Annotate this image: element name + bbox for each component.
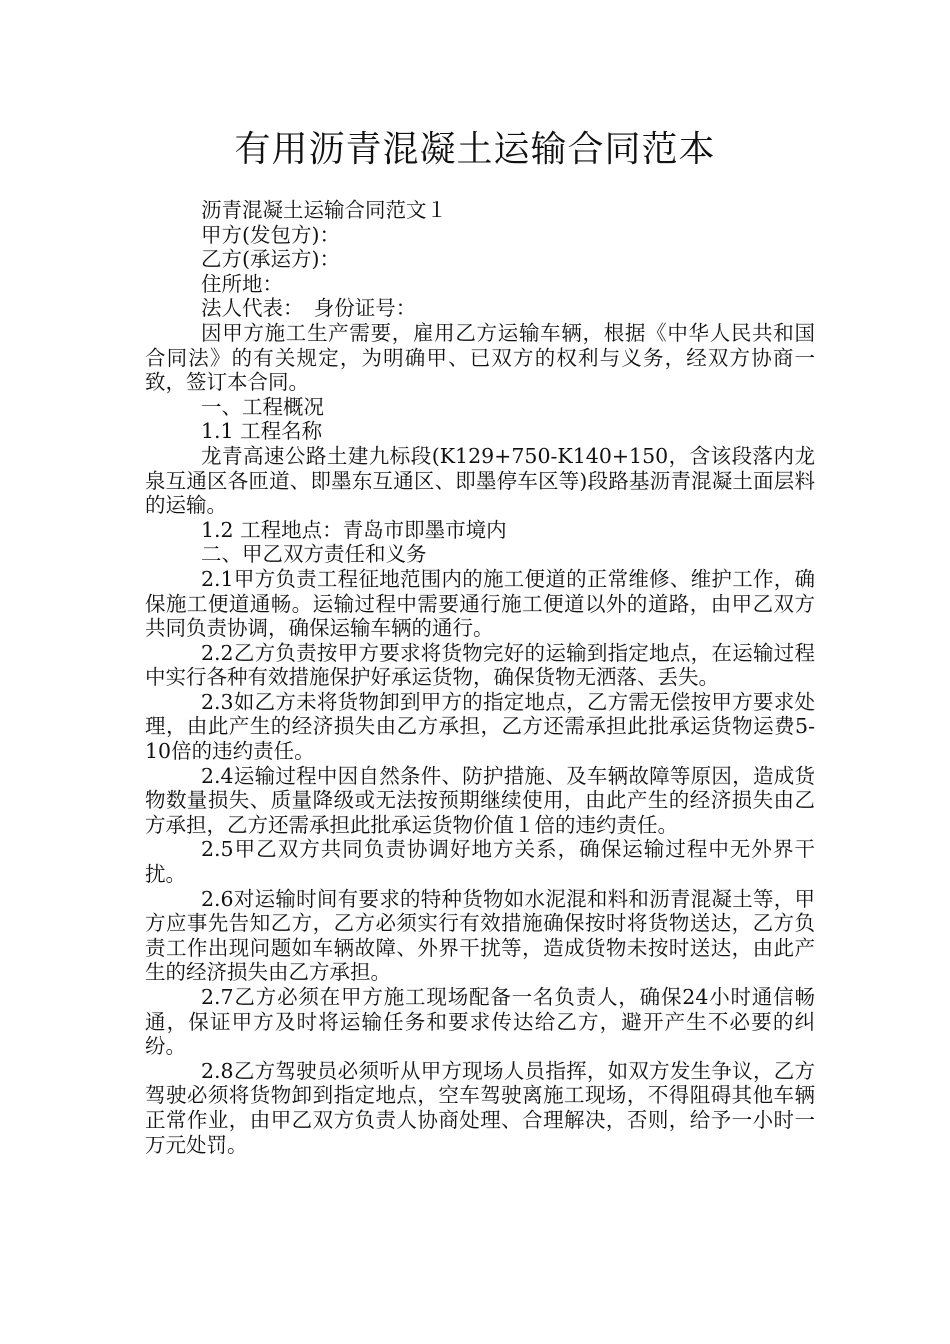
- subtitle-line: 沥青混凝土运输合同范文１: [201, 198, 447, 222]
- document-body: [145, 198, 815, 1157]
- address-line: 住所地：: [201, 271, 283, 296]
- clause-2-2: 2.2乙方负责按甲方要求将货物完好的运输到指定地点，在运输过程中实行各种有效措施保护好承运货物，确保货物无洒落、丢失。: [145, 640, 815, 690]
- clause-2-8: 2.8乙方驾驶员必须听从甲方现场人员指挥，如双方发生争议，乙方驾驶必须将货物卸到指定地点，空车驾驶离施工现场，不得阻碍其他车辆正常作业，由甲乙双方负责人协商处理、合理解决，否则，给予一小时一万元处罚。: [145, 1058, 815, 1157]
- item-1-2: 1.2 工程地点：青岛市即墨市境内: [201, 517, 507, 542]
- item-1-1-text: 龙青高速公路土建九标段(K129+750-K140+150，含该段落内龙泉互通区各匝道、即墨东互通区、即墨停车区等)段路基沥青混凝土面层料的运输。: [145, 443, 815, 518]
- intro-paragraph: 因甲方施工生产需要，雇用乙方运输车辆，根据《中华人民共和国合同法》的有关规定，为明确甲、已双方的权利与义务，经双方协商一致，签订本合同。: [145, 320, 815, 395]
- clause-2-4: 2.4运输过程中因自然条件、防护措施、及车辆故障等原因，造成货物数量损失、质量降级或无法按预期继续使用，由此产生的经济损失由乙方承担，乙方还需承担此批承运货物价值１倍的违约责任。: [145, 763, 815, 837]
- clause-2-7: 2.7乙方必须在甲方施工现场配备一名负责人，确保24小时通信畅通，保证甲方及时将运输任务和要求传达给乙方，避开产生不必要的纠纷。: [145, 985, 815, 1059]
- clause-2-5: 2.5甲乙双方共同负责协调好地方关系，确保运输过程中无外界干扰。: [145, 837, 815, 887]
- clause-2-6: 2.6对运输时间有要求的特种货物如水泥混和料和沥青混凝土等，甲方应事先告知乙方，乙方必须实行有效措施确保按时将货物送达，乙方负责工作出现问题如车辆故障、外界干扰等，造成货物未按时送达，由此产生的经济损失由乙方承担。: [145, 886, 815, 985]
- document-title: 有用沥青混凝土运输合同范本: [234, 129, 716, 170]
- item-1-1-heading: 1.1 工程名称: [201, 419, 323, 444]
- legal-rep-line: 法人代表： 身份证号：: [201, 296, 417, 321]
- party-b-line: 乙方(承运方)：: [201, 247, 340, 272]
- clause-2-3: 2.3如乙方未将货物卸到甲方的指定地点，乙方需无偿按甲方要求处理，由此产生的经济损失由乙方承担，乙方还需承担此批承运货物运费5-10倍的违约责任。: [145, 689, 815, 764]
- clause-2-1: 2.1甲方负责工程征地范围内的施工便道的正常维修、维护工作，确保施工便道通畅。运输过程中需要通行施工便道以外的道路，由甲乙双方共同负责协调，确保运输车辆的通行。: [145, 566, 815, 641]
- party-a-line: 甲方(发包方)：: [201, 222, 340, 247]
- section-2-heading: 二、甲乙双方责任和义务: [201, 542, 427, 567]
- section-1-heading: 一、工程概况: [201, 394, 324, 419]
